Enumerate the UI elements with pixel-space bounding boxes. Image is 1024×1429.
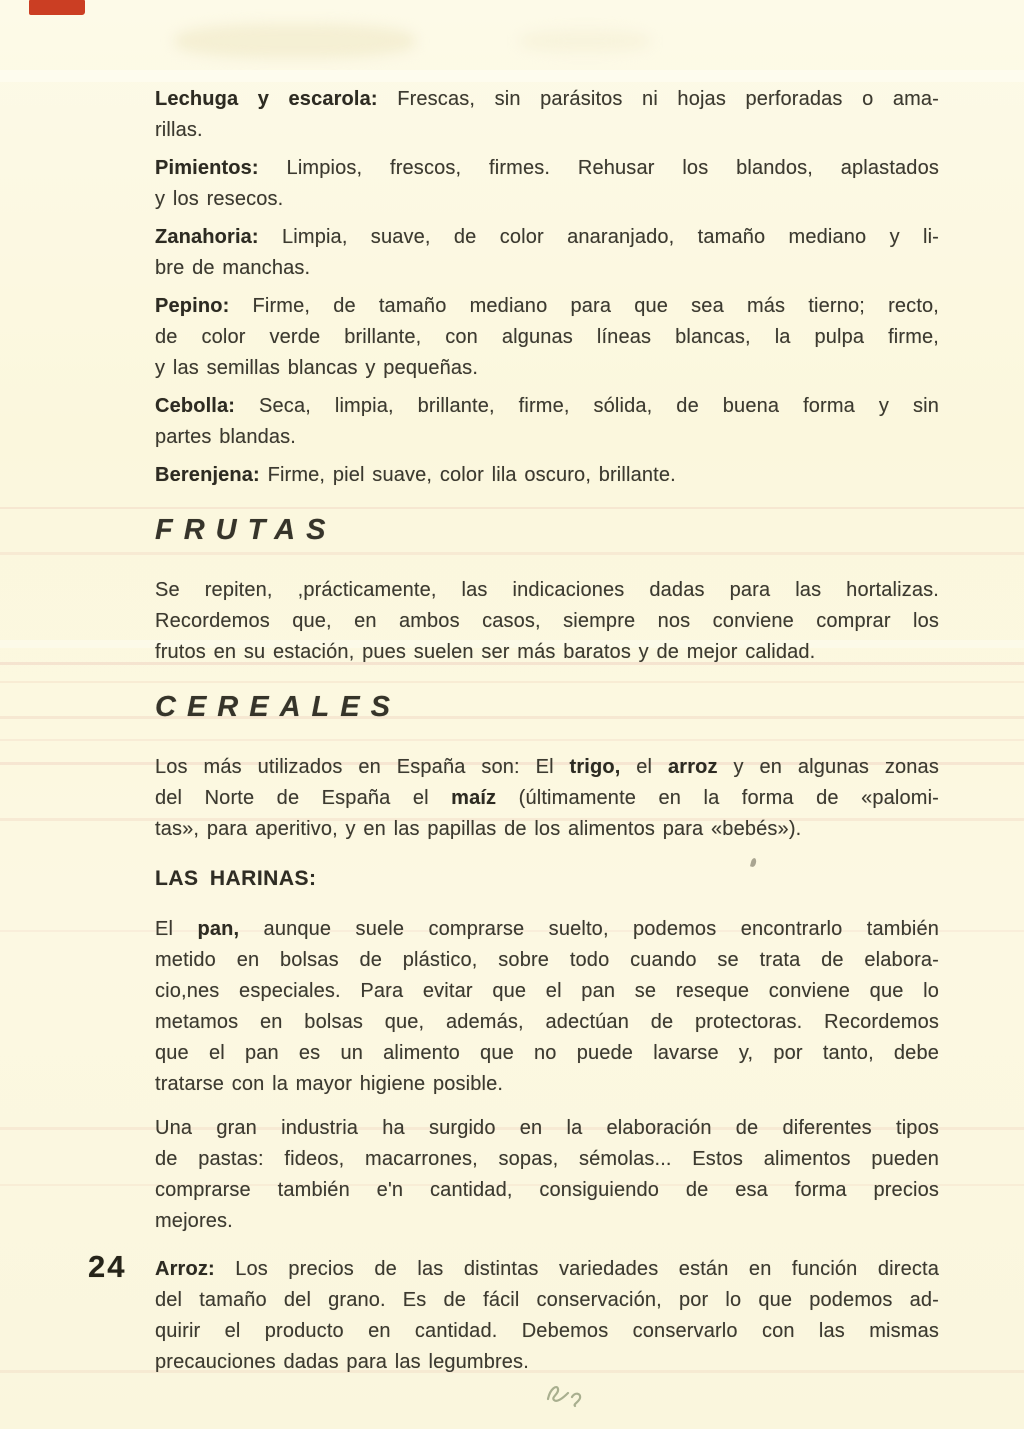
bold-term: Zanahoria:	[155, 226, 259, 248]
text-line	[155, 945, 939, 976]
paragraph-frutas-intro	[155, 575, 939, 668]
text-segment: quirir el producto en cantidad. Debemos conservarlo con las mismas	[155, 1320, 939, 1342]
text-segment: frutos en su estación, pues suelen ser más baratos y de mejor calidad.	[155, 641, 816, 663]
text-line	[155, 322, 939, 353]
text-line	[155, 422, 939, 453]
text-line	[155, 253, 939, 284]
paragraph-cebolla	[155, 391, 939, 453]
text-line	[155, 914, 939, 945]
text-segment: y las semillas blancas y pequeñas.	[155, 357, 479, 379]
page-showthrough-ghost	[520, 30, 650, 52]
text-line	[155, 460, 939, 491]
text-segment: precauciones dadas para las legumbres.	[155, 1351, 529, 1373]
paragraph-cereales-intro	[155, 752, 939, 845]
red-stamp-mark	[29, 0, 85, 15]
text-line	[155, 222, 939, 253]
text-segment: de pastas: fideos, macarrones, sopas, sémolas... Estos alimentos pueden	[155, 1148, 939, 1170]
text-line	[155, 783, 939, 814]
text-segment: del Norte de España el	[155, 787, 452, 809]
text-line	[155, 976, 939, 1007]
bold-term: Berenjena:	[155, 464, 260, 486]
text-segment: Frescas, sin parásitos ni hojas perforadas o ama-	[377, 88, 939, 110]
paragraph-arroz	[155, 1254, 939, 1378]
paragraph-lechuga	[155, 84, 939, 146]
text-line	[155, 1175, 939, 1206]
pen-squiggle-mark	[545, 1382, 589, 1408]
bold-term: arroz	[668, 756, 718, 778]
text-segment: Seca, limpia, brillante, firme, sólida, de buena forma y sin	[235, 395, 939, 417]
paragraph-zanahoria	[155, 222, 939, 284]
page-number: 24	[88, 1249, 127, 1284]
text-segment: Firme, de tamaño mediano para que sea más tierno; recto,	[229, 295, 939, 317]
text-segment: El	[155, 918, 198, 940]
text-segment: Limpia, suave, de color anaranjado, tamaño mediano y li-	[258, 226, 939, 248]
paragraph-pimientos	[155, 153, 939, 215]
text-segment: tratarse con la mayor higiene posible.	[155, 1073, 504, 1095]
bold-term: Pimientos:	[155, 157, 259, 179]
text-segment: comprarse también e'n cantidad, consiguiendo de esa forma precios	[155, 1179, 939, 1201]
text-line	[155, 1069, 939, 1100]
heading-frutas: FRUTAS	[155, 514, 337, 546]
text-segment: Los precios de las distintas variedades están en función directa	[214, 1258, 939, 1280]
text-line	[155, 575, 939, 606]
text-segment: Recordemos que, en ambos casos, siempre nos conviene comprar los	[155, 610, 939, 632]
text-segment: Una gran industria ha surgido en la elaboración de diferentes tipos	[155, 1117, 939, 1139]
bold-term: Arroz:	[155, 1258, 215, 1280]
text-line	[155, 1113, 939, 1144]
text-line	[155, 353, 939, 384]
text-segment: rillas.	[155, 119, 203, 141]
text-line	[155, 1347, 939, 1378]
bold-term: Cebolla:	[155, 395, 236, 417]
text-line	[155, 291, 939, 322]
scan-artifact-line	[0, 70, 1024, 82]
bold-term: Pepino:	[155, 295, 230, 317]
bold-term: Lechuga y escarola:	[155, 88, 378, 110]
text-line	[155, 814, 939, 845]
text-segment: que el pan es un alimento que no puede lavarse y, por tanto, debe	[155, 1042, 939, 1064]
paragraph-pastas	[155, 1113, 939, 1237]
pen-squiggle-path	[548, 1387, 580, 1406]
text-segment: mejores.	[155, 1210, 233, 1232]
text-line	[155, 84, 939, 115]
text-segment: cio,nes especiales. Para evitar que el pan se reseque conviene que lo	[155, 980, 939, 1002]
text-segment: Los más utilizados en España son: El	[155, 756, 570, 778]
text-line	[155, 1144, 939, 1175]
text-segment: y los resecos.	[155, 188, 284, 210]
text-line	[155, 1206, 939, 1237]
heading-cereales: CEREALES	[155, 691, 401, 723]
text-segment: tas», para aperitivo, y en las papillas de los alimentos para «bebés»).	[155, 818, 802, 840]
text-line	[155, 1007, 939, 1038]
bold-term: trigo,	[569, 756, 621, 778]
text-segment: Se repiten, ,prácticamente, las indicaciones dadas para las hortalizas.	[155, 579, 939, 601]
paragraph-berenjena	[155, 460, 939, 491]
text-segment: del tamaño del grano. Es de fácil conservación, por lo que podemos ad-	[155, 1289, 939, 1311]
text-line	[155, 153, 939, 184]
text-segment: aunque suele comprarse suelto, podemos encontrarlo también	[239, 918, 939, 940]
text-line	[155, 637, 939, 668]
paragraph-pepino	[155, 291, 939, 384]
heading-las-harinas: LAS HARINAS:	[155, 867, 317, 890]
bold-term: maíz	[451, 787, 497, 809]
text-segment: partes blandas.	[155, 426, 297, 448]
paragraph-el-pan	[155, 914, 939, 1100]
text-segment: Firme, piel suave, color lila oscuro, brillante.	[259, 464, 676, 486]
text-line	[155, 1038, 939, 1069]
text-line	[155, 606, 939, 637]
text-line	[155, 115, 939, 146]
text-segment: de color verde brillante, con algunas líneas blancas, la pulpa firme,	[155, 326, 939, 348]
text-line	[155, 184, 939, 215]
text-segment: el	[620, 756, 668, 778]
text-segment: Limpios, frescos, firmes. Rehusar los blandos, aplastados	[258, 157, 939, 179]
text-column	[155, 84, 939, 1385]
bold-term: pan,	[197, 918, 240, 940]
text-segment: bre de manchas.	[155, 257, 311, 279]
text-segment: y en algunas zonas	[717, 756, 939, 778]
text-segment: (últimamente en la forma de «palomi-	[496, 787, 939, 809]
text-line	[155, 752, 939, 783]
text-segment: metido en bolsas de plástico, sobre todo cuando se trata de elabora-	[155, 949, 939, 971]
text-line	[155, 1254, 939, 1285]
page-showthrough-ghost	[175, 24, 415, 58]
text-segment: metamos en bolsas que, además, adectúan de protectoras. Recordemos	[155, 1011, 939, 1033]
text-line	[155, 1285, 939, 1316]
text-line	[155, 1316, 939, 1347]
text-line	[155, 391, 939, 422]
